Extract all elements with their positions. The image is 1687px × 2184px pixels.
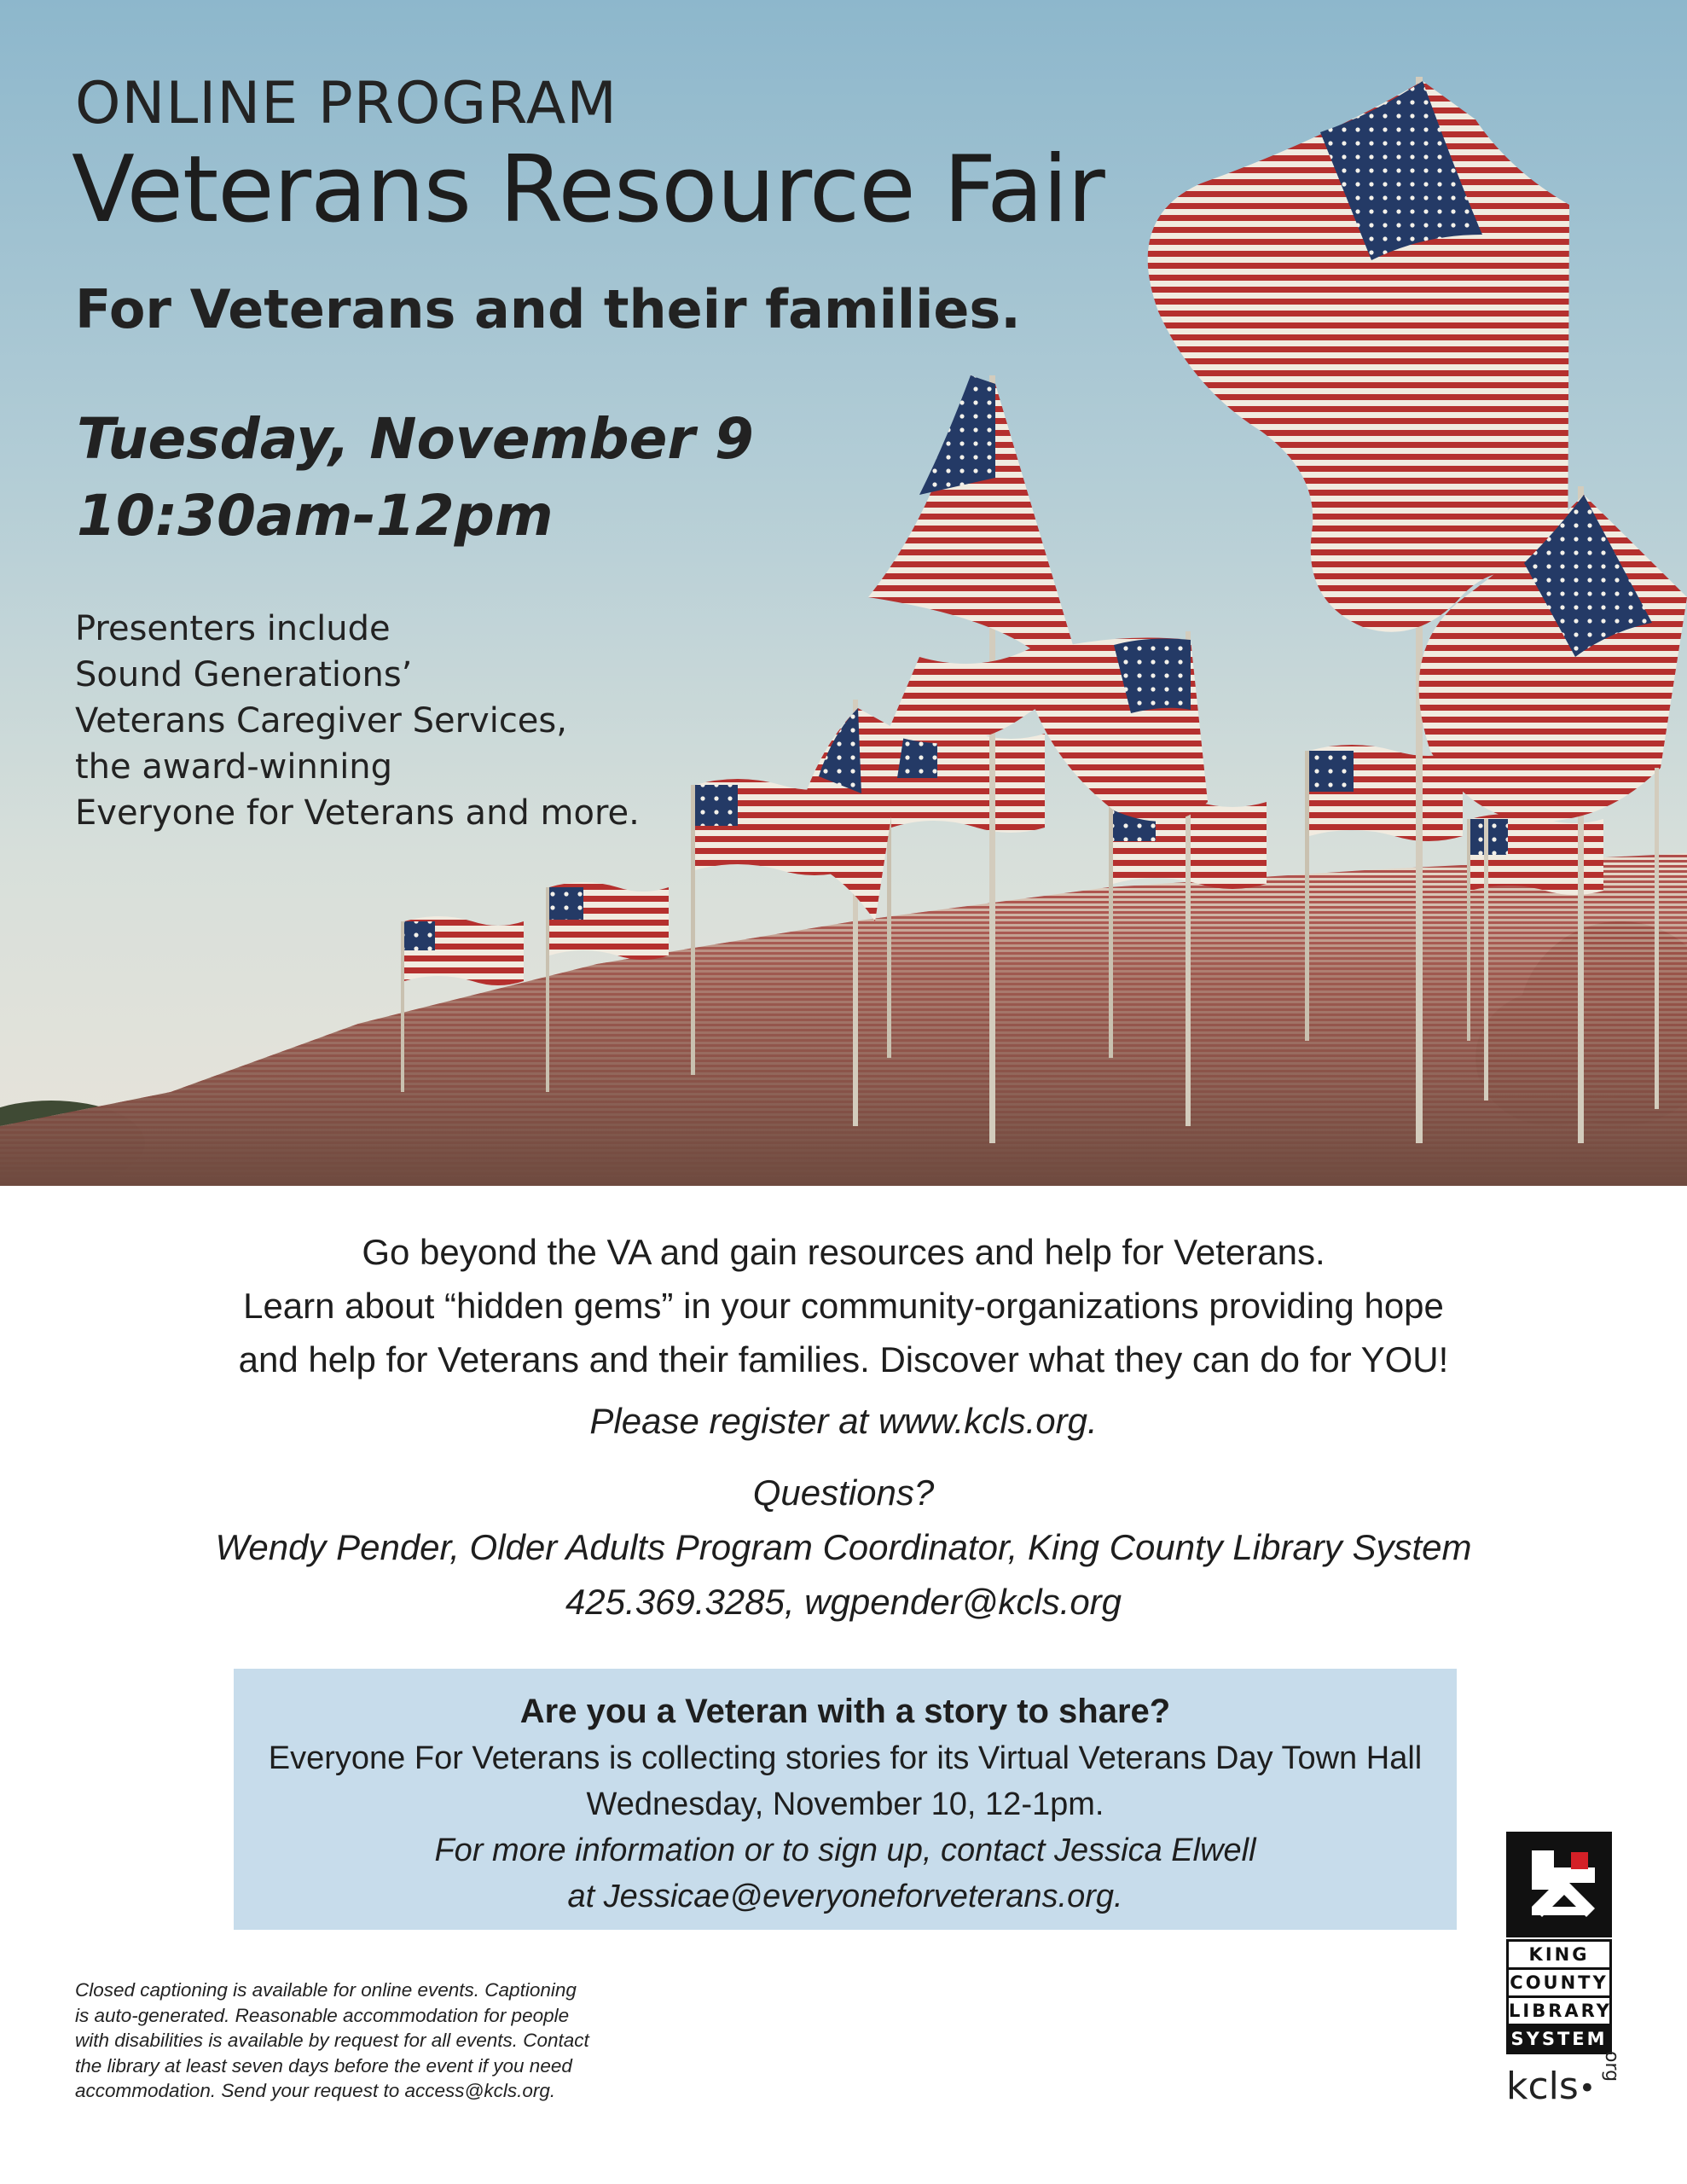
site-suffix-wrapper: [1601, 2051, 1622, 2107]
event-date: Tuesday, November 9: [77, 406, 754, 472]
event-title: Veterans Resource Fair: [72, 136, 1104, 243]
presenters-line: Sound Generations’: [75, 655, 413, 694]
disclaimer-line: with disabilities is available by request for all events. Contact: [75, 2030, 589, 2051]
site-name: kcls: [1506, 2065, 1579, 2108]
disclaimer-line: is auto-generated. Reasonable accommodation for people: [75, 2004, 570, 2026]
disclaimer-line: the library at least seven days before the event if you need: [75, 2054, 572, 2077]
story-line: Everyone For Veterans is collecting stories for its Virtual Veterans Day Town Hall: [268, 1740, 1423, 1776]
logo-row: COUNTY: [1506, 1970, 1612, 1998]
event-subtitle: For Veterans and their families.: [75, 278, 1021, 340]
accessibility-disclaimer: [75, 1978, 621, 2104]
intro-line: Go beyond the VA and gain resources and help for Veterans.: [362, 1232, 1325, 1272]
disclaimer-line: accommodation. Send your request to access@kcls.org.: [75, 2080, 556, 2101]
contact-info: [0, 1466, 1687, 1629]
intro-line: Learn about “hidden gems” in your community-organizations providing hope: [243, 1286, 1444, 1326]
presenters-line: Presenters include: [75, 609, 391, 648]
logo-row: LIBRARY: [1506, 1998, 1612, 2026]
intro-paragraph: [0, 1225, 1687, 1386]
kcls-site-label: [1506, 2065, 1596, 2108]
contact-name: Wendy Pender, Older Adults Program Coordinator, King County Library System: [215, 1527, 1472, 1567]
contact-phone-email: 425.369.3285, wgpender@kcls.org: [565, 1582, 1122, 1622]
story-email: at Jessicae@everyoneforveterans.org.: [567, 1879, 1123, 1914]
presenters-text: [75, 606, 640, 836]
story-title: Are you a Veteran with a story to share?: [519, 1693, 1171, 1730]
event-time: 10:30am-12pm: [77, 483, 554, 549]
program-type-label: ONLINE PROGRAM: [75, 70, 617, 137]
site-suffix: org: [1601, 2051, 1622, 2082]
kcls-logo-wordmark: [1506, 1939, 1612, 2054]
presenters-line: the award-winning: [75, 747, 393, 787]
presenters-line: Veterans Caregiver Services,: [75, 701, 567, 741]
logo-row: KING: [1506, 1939, 1612, 1970]
story-date: Wednesday, November 10, 12-1pm.: [586, 1786, 1104, 1822]
dot-icon: •: [1578, 2071, 1596, 2106]
story-callout-box: [234, 1669, 1457, 1930]
presenters-line: Everyone for Veterans and more.: [75, 793, 640, 833]
logo-row: SYSTEM: [1506, 2026, 1612, 2054]
story-contact: For more information or to sign up, contact Jessica Elwell: [434, 1833, 1256, 1868]
register-note: Please register at www.kcls.org.: [589, 1401, 1098, 1441]
questions-heading: Questions?: [752, 1472, 935, 1513]
disclaimer-line: Closed captioning is available for online events. Captioning: [75, 1979, 577, 2001]
kcls-logo-icon: [1506, 1832, 1612, 1937]
intro-line: and help for Veterans and their families. Discover what they can do for YOU!: [238, 1339, 1449, 1380]
